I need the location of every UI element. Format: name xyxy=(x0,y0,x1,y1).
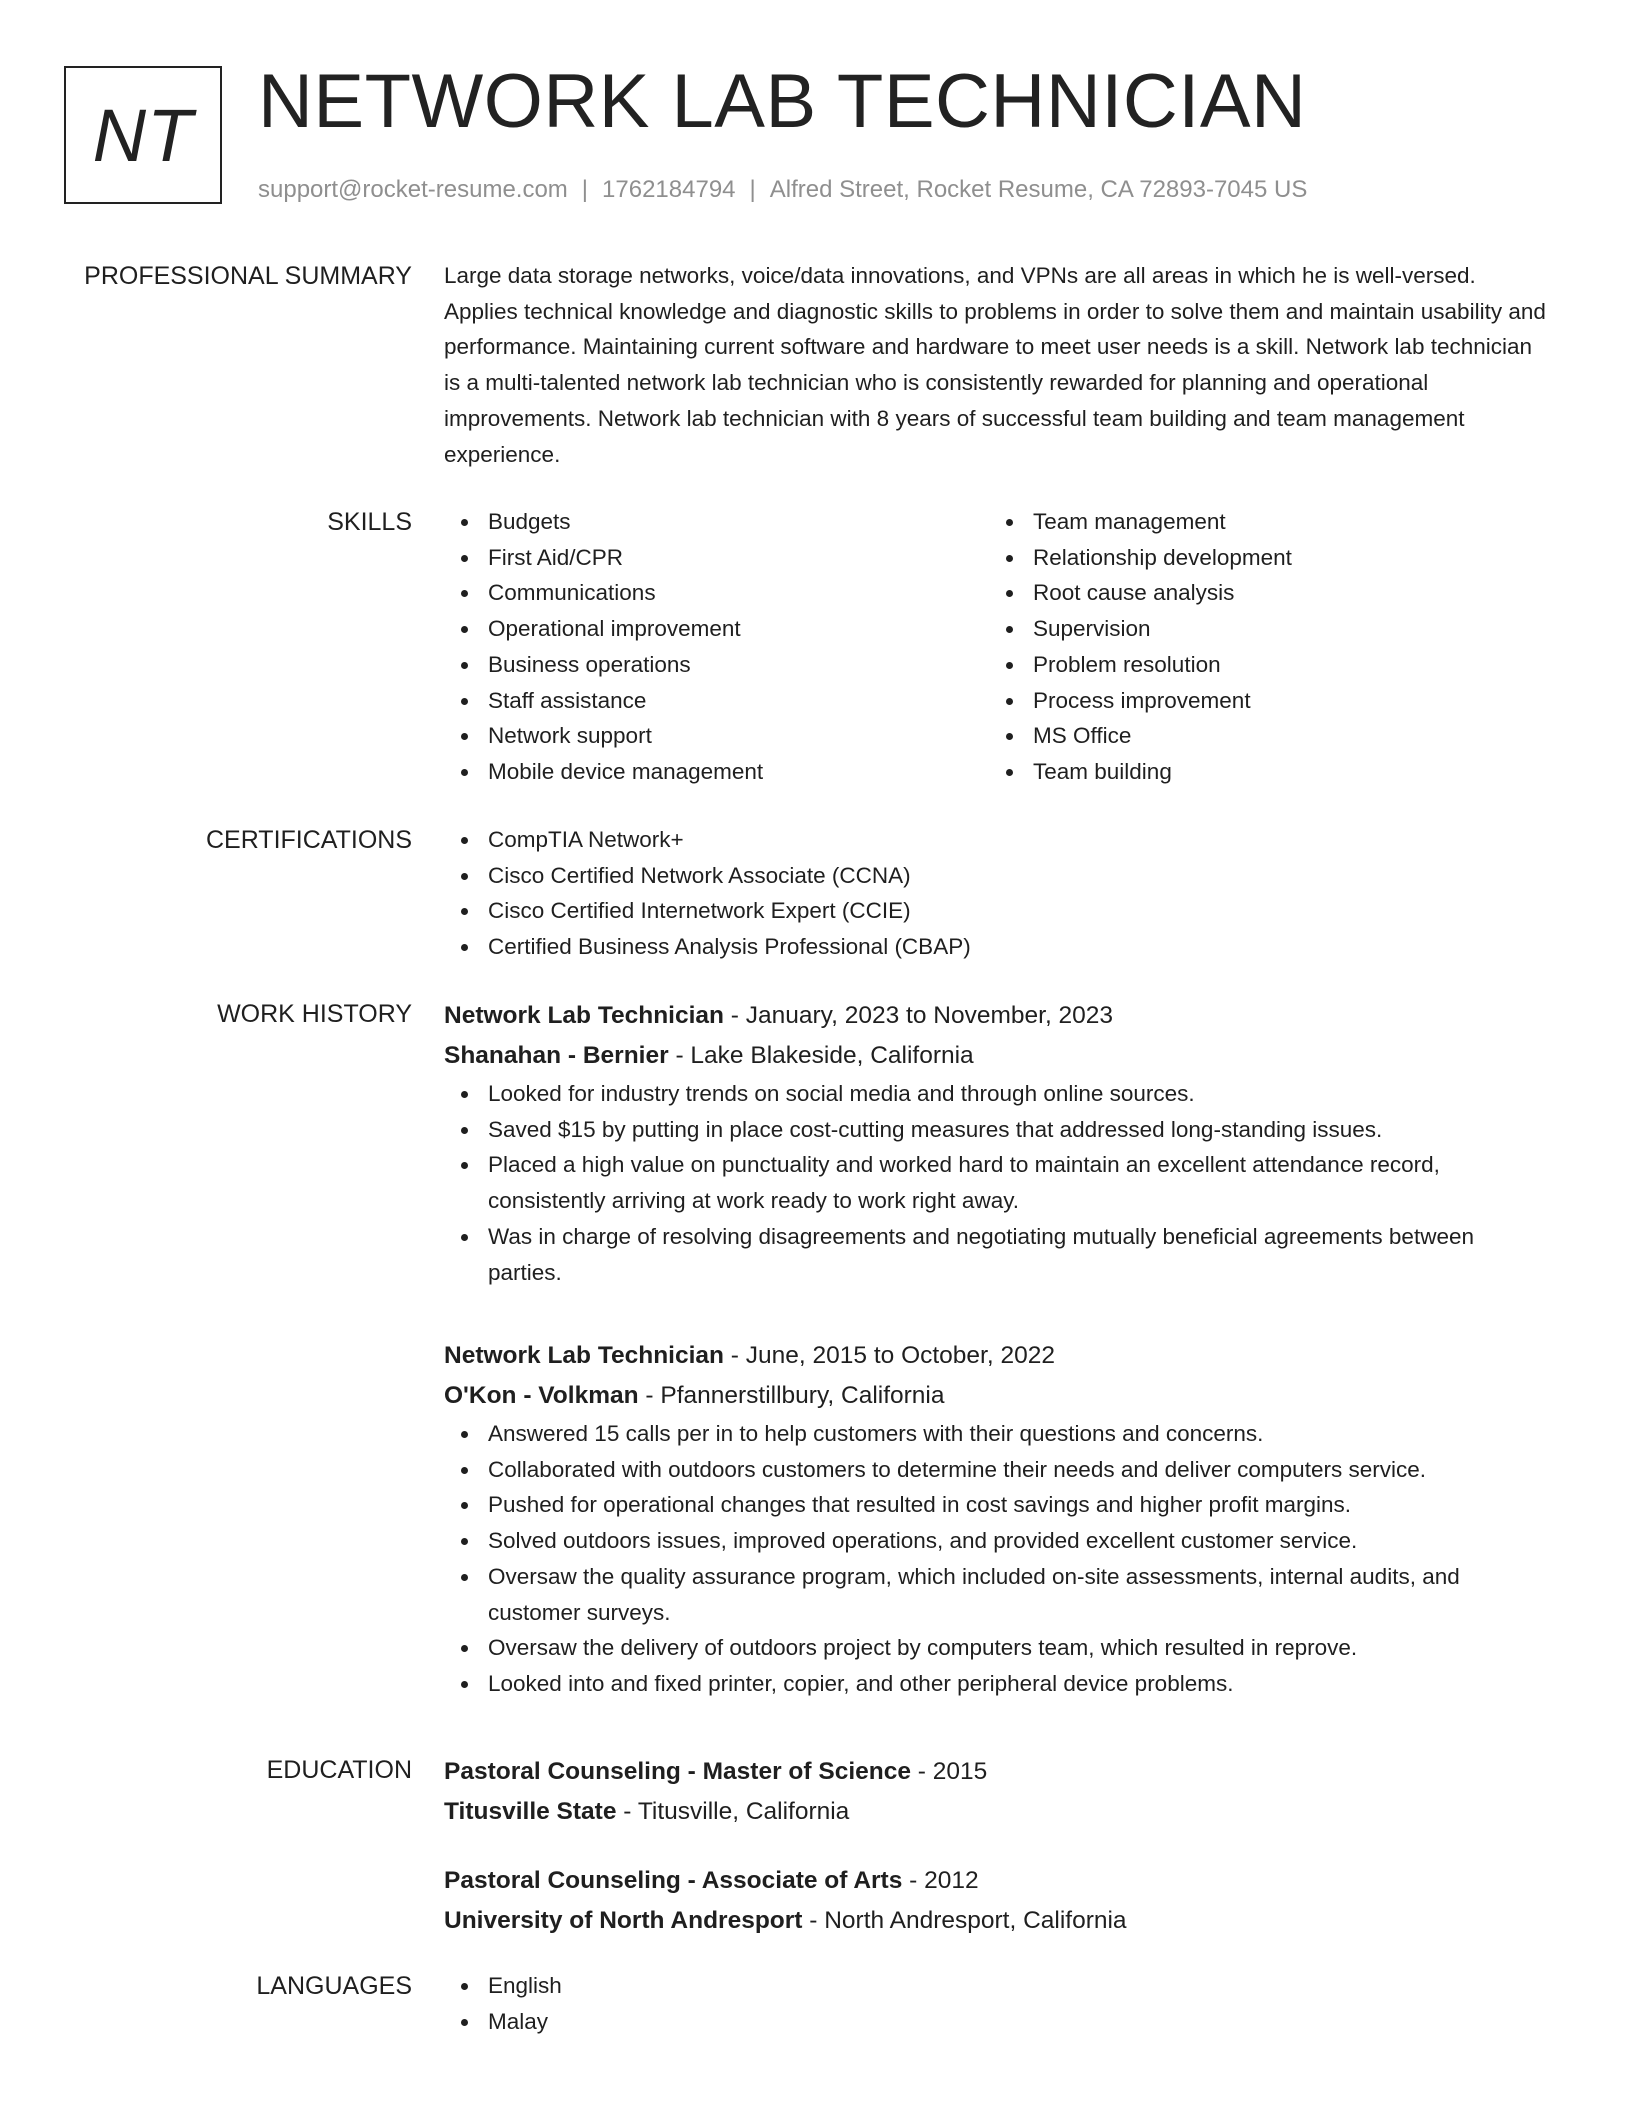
skill-item: Relationship development xyxy=(989,540,1534,576)
education-degree-line xyxy=(444,1861,1554,1901)
education-location: - North Andresport, California xyxy=(802,1907,1127,1934)
monogram-logo: NT xyxy=(64,66,222,204)
education-degree: Pastoral Counseling - Master of Science xyxy=(444,1758,911,1785)
section-label: SKILLS xyxy=(327,508,412,536)
job-company-line xyxy=(444,1376,1554,1416)
contact-separator: | xyxy=(749,176,756,203)
education-degree-line xyxy=(444,1752,1554,1792)
section-label: CERTIFICATIONS xyxy=(205,826,412,854)
skill-item: Operational improvement xyxy=(444,611,989,647)
section-label: WORK HISTORY xyxy=(217,1000,412,1028)
summary-text: Large data storage networks, voice/data innovations, and VPNs are all areas in which he is well-versed. Applies technical knowledge and diagnostic skills to problems in order to solve them and maintain usability and performance. Maintaining current software and hardware to meet user needs is a skill. Network lab technician is a multi-talented network lab technician who is consistently rewarded for planning and operational improvements. Network lab technician with 8 years of successful team building and team management experience. xyxy=(444,263,1546,467)
job-company-line xyxy=(444,1036,1554,1076)
job-bullet: Oversaw the quality assurance program, which included on-site assessments, internal audits, and customer surveys. xyxy=(444,1559,1554,1630)
language-item: English xyxy=(444,1968,1554,2004)
job-title: Network Lab Technician xyxy=(444,1342,724,1369)
job-dates: - June, 2015 to October, 2022 xyxy=(724,1342,1055,1369)
skill-item: Communications xyxy=(444,575,989,611)
job-bullet: Oversaw the delivery of outdoors project by computers team, which resulted in reprove. xyxy=(444,1630,1554,1666)
resume-title: NETWORK LAB TECHNICIAN xyxy=(258,59,1307,144)
skill-item: First Aid/CPR xyxy=(444,540,989,576)
section-label: PROFESSIONAL SUMMARY xyxy=(84,262,412,290)
contact-separator: | xyxy=(581,176,589,203)
education-year: - 2012 xyxy=(902,1867,979,1894)
contact-line xyxy=(258,174,1307,206)
certification-item: Certified Business Analysis Professional (CBAP) xyxy=(444,929,1554,965)
education-entry xyxy=(444,1752,1554,1832)
job-bullets xyxy=(444,1416,1554,1702)
job-company: Shanahan - Bernier xyxy=(444,1042,669,1069)
job-entry xyxy=(444,1336,1554,1702)
education-school-line xyxy=(444,1792,1554,1832)
skill-item: Problem resolution xyxy=(989,647,1534,683)
education-year: - 2015 xyxy=(910,1758,988,1785)
job-title: Network Lab Technician xyxy=(444,1002,724,1029)
certification-item: Cisco Certified Network Associate (CCNA) xyxy=(444,858,1554,894)
contact-email[interactable]: support@rocket-resume.com xyxy=(258,176,568,203)
contact-phone: 1762184794 xyxy=(602,176,736,203)
job-bullet: Collaborated with outdoors customers to determine their needs and deliver computers service. xyxy=(444,1452,1554,1488)
job-title-line xyxy=(444,1336,1554,1376)
section-label: LANGUAGES xyxy=(256,1972,412,2000)
job-bullet: Answered 15 calls per in to help customers with their questions and concerns. xyxy=(444,1416,1554,1452)
languages-list xyxy=(444,1968,1554,2039)
job-location: - Pfannerstillbury, California xyxy=(638,1382,945,1409)
skills-list-right xyxy=(989,504,1534,790)
job-bullet: Solved outdoors issues, improved operations, and provided excellent customer service. xyxy=(444,1523,1554,1559)
skill-item: Network support xyxy=(444,718,989,754)
job-company: O'Kon - Volkman xyxy=(444,1382,639,1409)
job-bullet: Placed a high value on punctuality and worked hard to maintain an excellent attendance record, consistently arriving at work ready to work right away. xyxy=(444,1147,1554,1218)
job-bullets xyxy=(444,1076,1554,1290)
skill-item: Budgets xyxy=(444,504,989,540)
certifications-list xyxy=(444,822,1554,965)
job-bullet: Looked for industry trends on social media and through online sources. xyxy=(444,1076,1554,1112)
skill-item: Staff assistance xyxy=(444,683,989,719)
education-degree: Pastoral Counseling - Associate of Arts xyxy=(444,1867,903,1894)
education-school: University of North Andresport xyxy=(444,1907,803,1934)
education-school-line xyxy=(444,1901,1554,1941)
skills-list-left xyxy=(444,504,989,790)
skill-item: Root cause analysis xyxy=(989,575,1534,611)
certification-item: Cisco Certified Internetwork Expert (CCIE) xyxy=(444,893,1554,929)
skill-item: Team management xyxy=(989,504,1534,540)
job-entry xyxy=(444,996,1554,1290)
skill-item: Supervision xyxy=(989,611,1534,647)
skill-item: Process improvement xyxy=(989,683,1534,719)
skill-item: Business operations xyxy=(444,647,989,683)
certification-item: CompTIA Network+ xyxy=(444,822,1554,858)
job-bullet: Was in charge of resolving disagreements and negotiating mutually beneficial agreements between parties. xyxy=(444,1219,1554,1290)
skill-item: Team building xyxy=(989,754,1534,790)
education-location: - Titusville, California xyxy=(616,1798,850,1825)
job-location: - Lake Blakeside, California xyxy=(668,1042,974,1069)
job-bullet: Saved $15 by putting in place cost-cutting measures that addressed long-standing issues. xyxy=(444,1112,1554,1148)
language-item: Malay xyxy=(444,2004,1554,2040)
skill-item: MS Office xyxy=(989,718,1534,754)
job-dates: - January, 2023 to November, 2023 xyxy=(724,1002,1114,1029)
job-bullet: Pushed for operational changes that resulted in cost savings and higher profit margins. xyxy=(444,1487,1554,1523)
job-title-line xyxy=(444,996,1554,1036)
contact-address: Alfred Street, Rocket Resume, CA 72893-7045 US xyxy=(769,176,1308,203)
education-entry xyxy=(444,1861,1554,1941)
education-school: Titusville State xyxy=(444,1798,617,1825)
section-label: EDUCATION xyxy=(266,1756,412,1784)
job-bullet: Looked into and fixed printer, copier, and other peripheral device problems. xyxy=(444,1666,1554,1702)
skill-item: Mobile device management xyxy=(444,754,989,790)
